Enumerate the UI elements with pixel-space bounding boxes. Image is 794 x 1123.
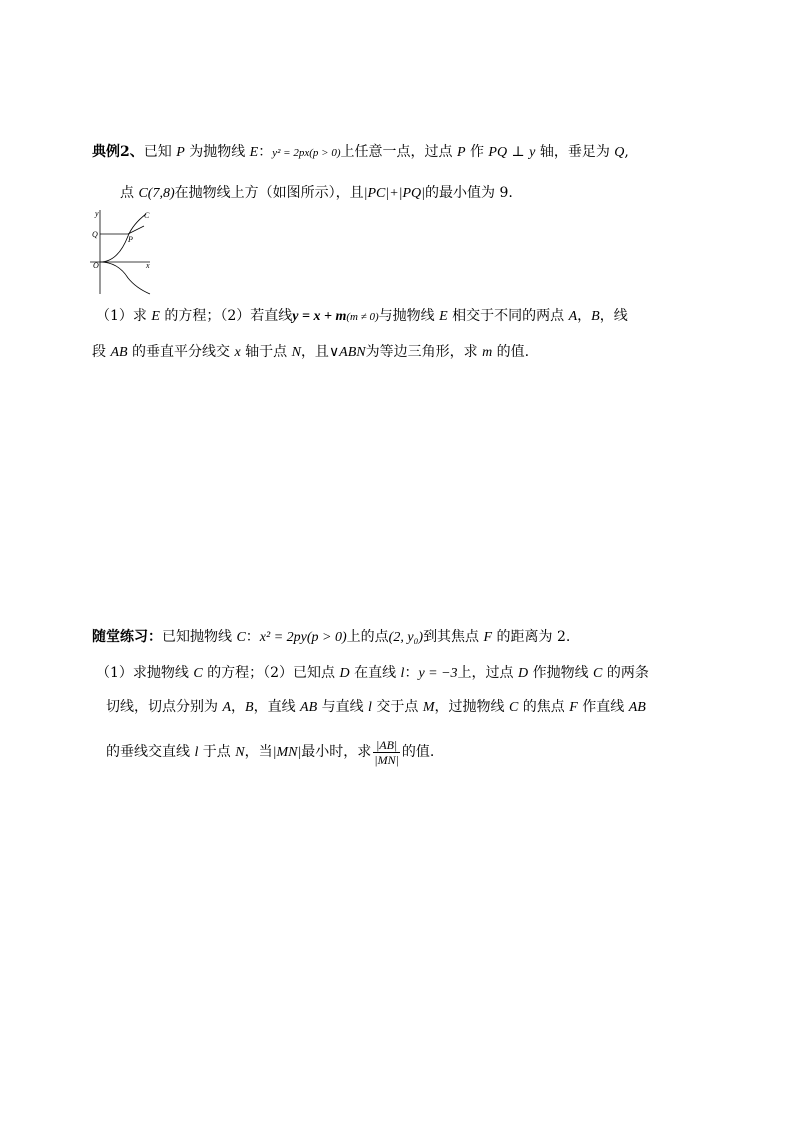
line-equation: y = x + m <box>292 309 347 324</box>
practice-line3: 切线，切点分别为 A，B，直线 AB 与直线 l 交于点 M，过抛物线 C 的焦点 F 作直线 AB <box>106 699 646 715</box>
practice-heading: 随堂练习： <box>92 629 162 645</box>
example2-line1: 典例2、已知 P 为抛物线 E：y² = 2px(p > 0)上任意一点，过点 P 作 PQ ⊥ y 轴，垂足为 Q, <box>92 144 629 160</box>
example2-line3: （1）求 E 的方程；（2）若直线y = x + m(m ≠ 0)与抛物线 E 相交于不同的两点 A，B，线 <box>96 308 628 324</box>
fraction-ab-over-mn: $\frac{|AB|}{|MN|}$ <box>374 737 399 767</box>
segment-pc <box>128 226 144 234</box>
parabola-curve <box>100 214 150 294</box>
parabola-equation: y² = 2px <box>272 147 310 159</box>
example2-line4: 段 AB 的垂直平分线交 x 轴于点 N，且∨ABN为等边三角形，求 m 的值. <box>92 344 530 360</box>
triangle-abn: ∨ABN <box>328 345 366 360</box>
label-q: Q <box>92 230 98 239</box>
label-y: y <box>95 209 99 218</box>
label-x: x <box>146 261 150 270</box>
example2-heading: 典例2、 <box>92 144 144 160</box>
parabola-figure <box>88 206 154 296</box>
practice-line2: （1）求抛物线 C 的方程；（2）已知点 D 在直线 l：y = −3上，过点 D 作抛物线 C 的两条 <box>96 665 649 681</box>
practice-line4: 的垂线交直线 l 于点 N，当|MN|最小时，求 $\frac{|AB|}{|MN|}$ 的值. <box>106 737 435 767</box>
abs-sum: |PC|+|PQ| <box>363 186 426 201</box>
practice-line1: 随堂练习：已知抛物线 C：x² = 2py(p > 0)上的点(2, y₀)到其焦点 F 的距离为 2. <box>92 629 571 645</box>
example2-line2: 点 C(7,8)在抛物线上方（如图所示），且|PC|+|PQ|的最小值为 9. <box>120 185 513 201</box>
parabola-c-equation: x² = 2py <box>259 630 307 645</box>
label-o: O <box>93 261 99 270</box>
label-p: P <box>128 235 133 244</box>
label-c: C <box>144 211 150 220</box>
